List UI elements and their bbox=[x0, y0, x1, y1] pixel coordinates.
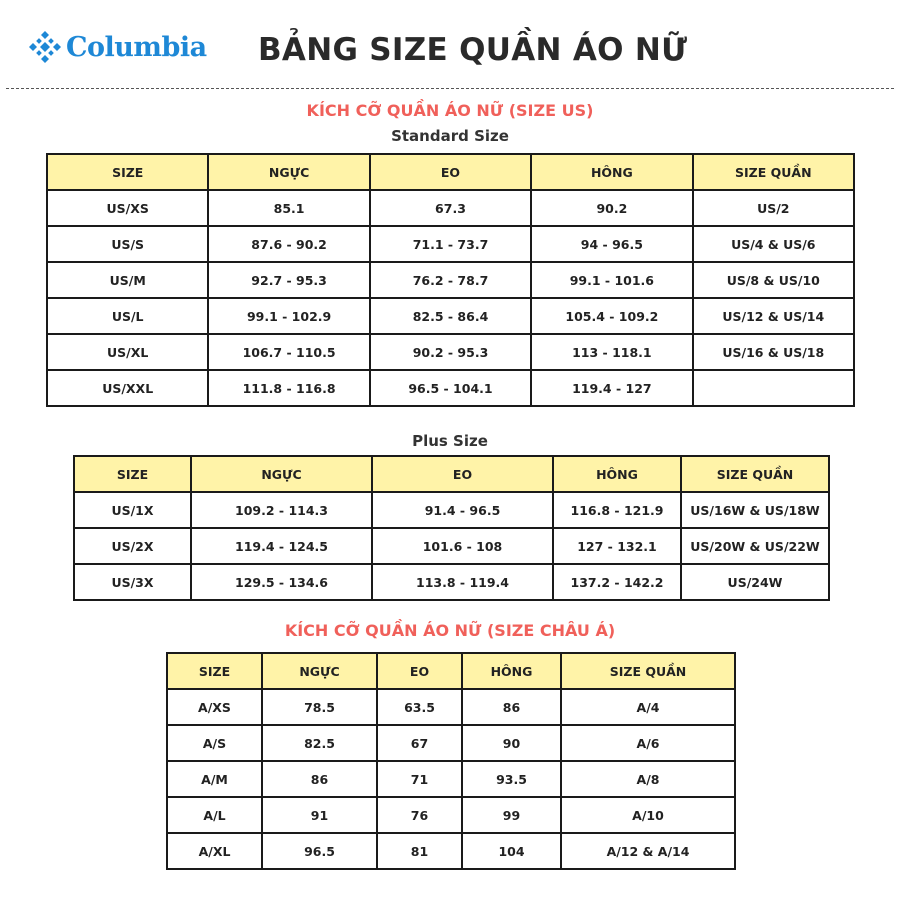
table-cell: 87.6 - 90.2 bbox=[208, 226, 369, 262]
table-cell: 101.6 - 108 bbox=[372, 528, 553, 564]
column-header: SIZE QUẦN bbox=[693, 154, 854, 190]
table-cell: 106.7 - 110.5 bbox=[208, 334, 369, 370]
table-cell: US/12 & US/14 bbox=[693, 298, 854, 334]
column-header: EO bbox=[377, 653, 462, 689]
table-cell: 111.8 - 116.8 bbox=[208, 370, 369, 406]
table-cell: 105.4 - 109.2 bbox=[531, 298, 692, 334]
table-row bbox=[47, 190, 854, 226]
column-header: SIZE QUẦN bbox=[561, 653, 735, 689]
brand-name: Columbia bbox=[66, 31, 207, 63]
table-header-row bbox=[47, 154, 854, 190]
table-row bbox=[74, 564, 829, 600]
us-section-title: KÍCH CỠ QUẦN ÁO NỮ (SIZE US) bbox=[306, 101, 594, 120]
table-cell: US/20W & US/22W bbox=[681, 528, 829, 564]
column-header: NGỰC bbox=[191, 456, 372, 492]
table-cell: 76.2 - 78.7 bbox=[370, 262, 531, 298]
table-cell: 127 - 132.1 bbox=[553, 528, 681, 564]
column-header: EO bbox=[370, 154, 531, 190]
table-cell: US/4 & US/6 bbox=[693, 226, 854, 262]
table-cell: A/XS bbox=[167, 689, 262, 725]
column-header: SIZE bbox=[167, 653, 262, 689]
table-row bbox=[47, 334, 854, 370]
table-cell: 86 bbox=[262, 761, 377, 797]
table-cell: 81 bbox=[377, 833, 462, 869]
table-cell: 99.1 - 102.9 bbox=[208, 298, 369, 334]
table-cell: 99.1 - 101.6 bbox=[531, 262, 692, 298]
table-cell: 94 - 96.5 bbox=[531, 226, 692, 262]
table-cell: 71 bbox=[377, 761, 462, 797]
table-cell: 78.5 bbox=[262, 689, 377, 725]
table-row bbox=[74, 528, 829, 564]
column-header: EO bbox=[372, 456, 553, 492]
table-header-row bbox=[167, 653, 735, 689]
table-cell: A/8 bbox=[561, 761, 735, 797]
table-cell: 119.4 - 124.5 bbox=[191, 528, 372, 564]
table-cell: 82.5 bbox=[262, 725, 377, 761]
table-cell: US/16W & US/18W bbox=[681, 492, 829, 528]
column-header: NGỰC bbox=[208, 154, 369, 190]
table-cell: 113.8 - 119.4 bbox=[372, 564, 553, 600]
column-header: HÔNG bbox=[462, 653, 561, 689]
table-cell: 91 bbox=[262, 797, 377, 833]
table-cell: 86 bbox=[462, 689, 561, 725]
table-cell: US/L bbox=[47, 298, 208, 334]
page-title: BẢNG SIZE QUẦN ÁO NỮ bbox=[258, 32, 688, 68]
table-cell: US/24W bbox=[681, 564, 829, 600]
table-row bbox=[167, 797, 735, 833]
table-cell: A/6 bbox=[561, 725, 735, 761]
table-row bbox=[74, 492, 829, 528]
table-cell: A/M bbox=[167, 761, 262, 797]
table-cell: A/4 bbox=[561, 689, 735, 725]
table-row bbox=[47, 226, 854, 262]
table-cell: US/XS bbox=[47, 190, 208, 226]
table-cell: 104 bbox=[462, 833, 561, 869]
table-cell: 76 bbox=[377, 797, 462, 833]
table-cell: 109.2 - 114.3 bbox=[191, 492, 372, 528]
table-cell: US/2 bbox=[693, 190, 854, 226]
plus-size-subtitle: Plus Size bbox=[412, 432, 488, 450]
table-cell: A/XL bbox=[167, 833, 262, 869]
table-cell bbox=[693, 370, 854, 406]
table-cell: A/L bbox=[167, 797, 262, 833]
table-cell: 90 bbox=[462, 725, 561, 761]
table-cell: US/8 & US/10 bbox=[693, 262, 854, 298]
table-cell: 96.5 bbox=[262, 833, 377, 869]
table-cell: 67 bbox=[377, 725, 462, 761]
table-row bbox=[167, 689, 735, 725]
table-cell: 91.4 - 96.5 bbox=[372, 492, 553, 528]
table-cell: 63.5 bbox=[377, 689, 462, 725]
table-cell: 137.2 - 142.2 bbox=[553, 564, 681, 600]
plus-size-table bbox=[73, 455, 830, 601]
table-cell: US/2X bbox=[74, 528, 191, 564]
table-cell: US/16 & US/18 bbox=[693, 334, 854, 370]
table-cell: 85.1 bbox=[208, 190, 369, 226]
columbia-diamond-logo-icon bbox=[28, 30, 62, 64]
table-cell: 67.3 bbox=[370, 190, 531, 226]
column-header: SIZE bbox=[74, 456, 191, 492]
table-cell: 96.5 - 104.1 bbox=[370, 370, 531, 406]
table-cell: 116.8 - 121.9 bbox=[553, 492, 681, 528]
table-row bbox=[47, 370, 854, 406]
table-cell: 90.2 bbox=[531, 190, 692, 226]
column-header: NGỰC bbox=[262, 653, 377, 689]
column-header: HÔNG bbox=[553, 456, 681, 492]
table-row bbox=[47, 298, 854, 334]
column-header: SIZE bbox=[47, 154, 208, 190]
column-header: SIZE QUẦN bbox=[681, 456, 829, 492]
table-cell: US/3X bbox=[74, 564, 191, 600]
table-cell: US/XL bbox=[47, 334, 208, 370]
table-cell: 119.4 - 127 bbox=[531, 370, 692, 406]
standard-size-subtitle: Standard Size bbox=[391, 127, 509, 145]
column-header: HÔNG bbox=[531, 154, 692, 190]
table-cell: 71.1 - 73.7 bbox=[370, 226, 531, 262]
table-cell: 82.5 - 86.4 bbox=[370, 298, 531, 334]
asia-size-table bbox=[166, 652, 736, 870]
table-header-row bbox=[74, 456, 829, 492]
table-row bbox=[167, 833, 735, 869]
table-cell: 99 bbox=[462, 797, 561, 833]
dashed-divider bbox=[6, 88, 894, 89]
table-row bbox=[167, 761, 735, 797]
table-cell: US/1X bbox=[74, 492, 191, 528]
table-row bbox=[167, 725, 735, 761]
standard-size-table bbox=[46, 153, 855, 407]
asia-section-title: KÍCH CỠ QUẦN ÁO NỮ (SIZE CHÂU Á) bbox=[284, 621, 616, 640]
table-cell: US/XXL bbox=[47, 370, 208, 406]
table-cell: A/10 bbox=[561, 797, 735, 833]
table-cell: 113 - 118.1 bbox=[531, 334, 692, 370]
table-cell: 129.5 - 134.6 bbox=[191, 564, 372, 600]
table-cell: 90.2 - 95.3 bbox=[370, 334, 531, 370]
table-cell: 92.7 - 95.3 bbox=[208, 262, 369, 298]
table-cell: US/M bbox=[47, 262, 208, 298]
table-cell: US/S bbox=[47, 226, 208, 262]
table-row bbox=[47, 262, 854, 298]
brand-logo bbox=[28, 30, 207, 64]
table-cell: A/S bbox=[167, 725, 262, 761]
table-cell: 93.5 bbox=[462, 761, 561, 797]
table-cell: A/12 & A/14 bbox=[561, 833, 735, 869]
